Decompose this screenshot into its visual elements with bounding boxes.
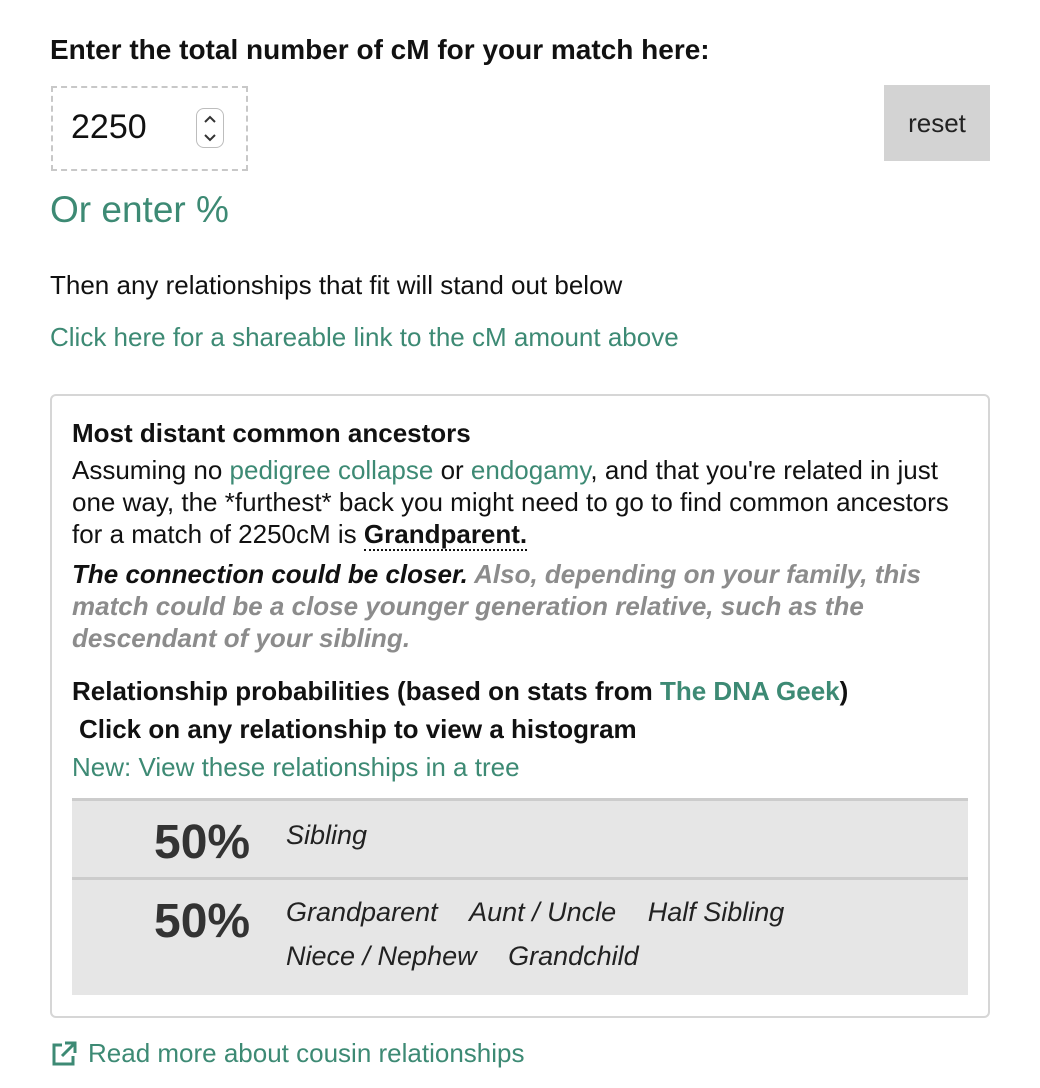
probability-percent: 50% [154, 816, 251, 869]
relationship-half-sibling[interactable]: Half Sibling [647, 897, 785, 927]
external-link-icon [50, 1040, 78, 1068]
probabilities-title-prefix: Relationship probabilities (based on stats from [72, 676, 660, 706]
closer-note-strong: The connection could be closer. [72, 559, 468, 589]
relationship-niece-nephew[interactable]: Niece / Nephew [286, 941, 477, 971]
probabilities-title-suffix: ) [839, 676, 849, 706]
relationship-list [286, 820, 906, 864]
mdca-title: Most distant common ancestors [72, 418, 471, 448]
cm-input-field[interactable] [51, 86, 248, 171]
view-tree-link[interactable]: New: View these relationships in a tree [72, 752, 520, 782]
shareable-link[interactable]: Click here for a shareable link to the cM amount above [50, 322, 679, 352]
relationship-grandparent[interactable]: Grandparent [286, 897, 438, 927]
relationship-grandchild[interactable]: Grandchild [508, 941, 639, 971]
relationship-sibling[interactable]: Sibling [286, 820, 368, 850]
mdca-text-2: or [433, 455, 471, 485]
mdca-text-3: , and that you're related in just one way, the *furthest* back you might need to go to find common ancestors for a match of 2250cM is [72, 455, 949, 549]
stepper-up-button[interactable] [197, 109, 223, 128]
pedigree-collapse-link[interactable]: pedigree collapse [229, 455, 434, 485]
read-more-link[interactable] [50, 1038, 524, 1069]
cm-prompt-heading: Enter the total number of cM for your match here: [50, 34, 710, 65]
endogamy-link[interactable]: endogamy [470, 455, 591, 485]
probability-row [72, 798, 968, 877]
histogram-instruction: Click on any relationship to view a histogram [79, 714, 637, 744]
instruction-text: Then any relationships that fit will stand out below [50, 270, 623, 300]
probabilities-title [72, 676, 848, 707]
stepper-down-button[interactable] [197, 128, 223, 147]
cm-input-value[interactable]: 2250 [71, 108, 147, 146]
relationship-list [286, 897, 906, 985]
or-enter-percent-toggle[interactable]: Or enter % [50, 189, 229, 230]
probability-percent: 50% [154, 895, 251, 948]
mdca-description [72, 454, 970, 550]
probability-row [72, 877, 968, 995]
cm-number-stepper[interactable] [196, 108, 224, 148]
read-more-label[interactable]: Read more about cousin relationships [88, 1038, 525, 1068]
dna-geek-link[interactable]: The DNA Geek [659, 676, 840, 706]
reset-button[interactable]: reset [884, 85, 990, 161]
probability-table [72, 798, 968, 995]
mdca-text-1: Assuming no [72, 455, 230, 485]
closer-note [72, 558, 952, 654]
chevron-down-icon [203, 133, 217, 143]
mdca-relationship-term[interactable]: Grandparent. [363, 519, 528, 549]
relationship-aunt-uncle[interactable]: Aunt / Uncle [469, 897, 617, 927]
closer-note-rest: Also, depending on your family, this match could be a close younger generation relative, such as the descendant of your sibling. [72, 559, 921, 653]
chevron-up-icon [203, 114, 217, 124]
results-panel [50, 394, 990, 1018]
